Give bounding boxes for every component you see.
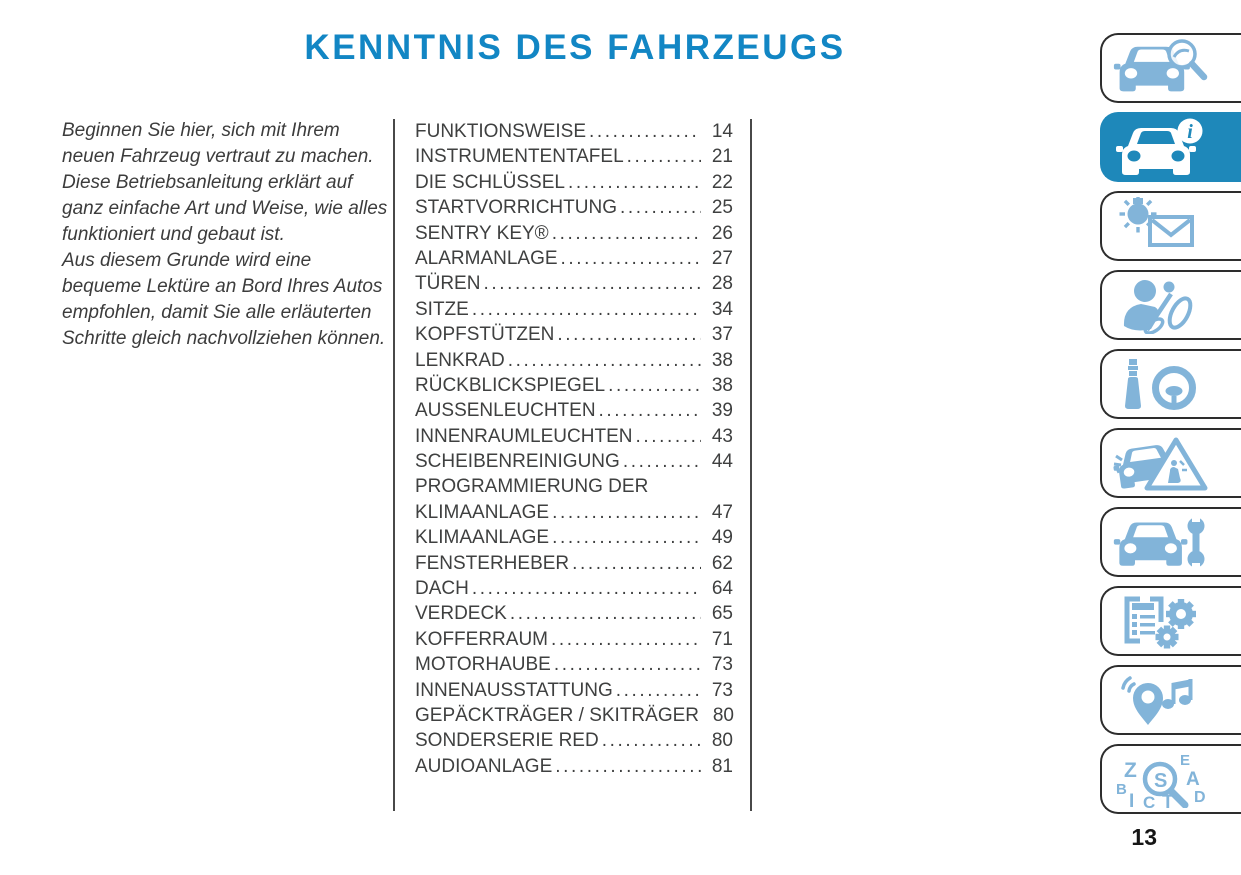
toc-entry-label: RÜCKBLICKSPIEGEL <box>415 374 606 396</box>
toc-page-number: 21 <box>711 146 733 168</box>
toc-entry[interactable] <box>415 502 733 527</box>
toc-entry[interactable] <box>415 578 733 603</box>
sidebar-tab-car-info[interactable] <box>1100 112 1241 182</box>
sidebar-tab-warning-lamp-message[interactable] <box>1100 191 1241 261</box>
toc-entry[interactable] <box>415 451 733 476</box>
sidebar-tab-car-wrench[interactable] <box>1100 507 1241 577</box>
toc-entry-label: ALARMANLAGE <box>415 247 558 269</box>
sidebar-tab-emergency-triangle[interactable] <box>1100 428 1241 498</box>
toc-dot-leader <box>602 730 701 752</box>
svg-text:Z: Z <box>1124 759 1137 782</box>
toc-dot-leader <box>572 553 701 575</box>
toc-page-number: 71 <box>711 628 733 650</box>
svg-text:C: C <box>1143 793 1156 808</box>
toc-dot-leader <box>599 400 701 422</box>
toc-entry-label: DACH <box>415 578 469 600</box>
toc-dot-leader <box>483 273 701 295</box>
toc-dot-leader <box>627 146 701 168</box>
sidebar-tab-spec-list-gears[interactable] <box>1100 586 1241 656</box>
toc-entry[interactable] <box>415 756 733 781</box>
toc-dot-leader <box>635 426 701 448</box>
toc-dot-leader <box>568 172 701 194</box>
page-title: KENNTNIS DES FAHRZEUGS <box>304 28 846 67</box>
toc-page-number: 38 <box>711 374 733 396</box>
svg-text:E: E <box>1180 752 1191 769</box>
toc-entry[interactable] <box>415 680 733 705</box>
toc-page-number: 22 <box>711 171 733 193</box>
toc-page-number: 28 <box>711 273 733 295</box>
toc-page-number: 73 <box>711 679 733 701</box>
toc-entry-label: SITZE <box>415 298 469 320</box>
toc-page-number: 64 <box>711 578 733 600</box>
toc-dot-leader <box>557 324 701 346</box>
car-magnifier-icon <box>1112 39 1212 97</box>
toc-dot-leader <box>623 451 701 473</box>
toc-entry-label: INNENRAUMLEUCHTEN <box>415 425 633 447</box>
toc-entry-label: MOTORHAUBE <box>415 654 551 676</box>
gearshift-steering-wheel-icon <box>1112 355 1212 413</box>
toc-dot-leader <box>589 121 701 143</box>
toc-entry[interactable] <box>415 350 733 375</box>
toc-entry-label: FENSTERHEBER <box>415 552 570 574</box>
sidebar-tab-seatbelt-airbag[interactable] <box>1100 270 1241 340</box>
toc-entry-label: SONDERSERIE RED <box>415 730 599 752</box>
seatbelt-airbag-icon <box>1112 276 1212 334</box>
alphabetical-index-icon <box>1112 750 1212 808</box>
toc-page-number: 44 <box>711 451 733 473</box>
toc-page-number: 49 <box>711 527 733 549</box>
toc-entry[interactable] <box>415 705 733 730</box>
intro-paragraph: Beginnen Sie hier, sich mit Ihrem neuen Fahrzeug vertraut zu machen. <box>62 120 374 167</box>
intro-text <box>62 118 392 352</box>
toc-entry[interactable] <box>415 197 733 222</box>
toc-entry-label: SCHEIBENREINIGUNG <box>415 451 620 473</box>
intro-paragraph: Aus diesem Grunde wird eine bequeme Lektüre an Bord Ihres Autos empfohlen, damit Sie alle erläuterten Schritte gleich nachvollziehen können. <box>62 250 386 349</box>
toc-dot-leader <box>554 654 701 676</box>
toc-dot-leader <box>472 299 701 321</box>
toc-entry[interactable] <box>415 324 733 349</box>
car-info-icon <box>1112 118 1212 176</box>
toc-entry[interactable] <box>415 121 733 146</box>
toc-entry-label: GEPÄCKTRÄGER / SKITRÄGER <box>415 704 699 726</box>
toc-page-number: 80 <box>712 704 734 726</box>
toc-page-number: 27 <box>711 247 733 269</box>
toc-entry[interactable] <box>415 400 733 425</box>
toc-dot-leader <box>555 756 701 778</box>
toc-dot-leader <box>472 578 701 600</box>
svg-text:S: S <box>1154 770 1168 792</box>
toc-entry[interactable] <box>415 223 733 248</box>
toc-entry-label: DIE SCHLÜSSEL <box>415 171 565 193</box>
toc-page-number: 37 <box>711 324 733 346</box>
toc-entry-label: LENKRAD <box>415 349 505 371</box>
toc-dot-leader <box>552 223 701 245</box>
toc-entry[interactable] <box>415 146 733 171</box>
toc-page-number: 47 <box>711 501 733 523</box>
toc-entry[interactable] <box>415 603 733 628</box>
toc-entry[interactable] <box>415 375 733 400</box>
toc-left-rule <box>393 119 395 811</box>
sidebar-tab-car-magnifier[interactable] <box>1100 33 1241 103</box>
toc-dot-leader <box>508 350 701 372</box>
toc-page-number: 38 <box>711 349 733 371</box>
toc-page-number: 65 <box>711 603 733 625</box>
toc-dot-leader <box>552 502 701 524</box>
toc-entry-label: PROGRAMMIERUNG DER <box>415 476 649 498</box>
intro-paragraph: Diese Betriebsanleitung erklärt auf ganz einfache Art und Weise, wie alles funktioniert und gebaut ist. <box>62 172 388 245</box>
toc-entry-label: TÜREN <box>415 273 481 295</box>
toc-page-number: 81 <box>711 755 733 777</box>
toc-entry-label: SENTRY KEY® <box>415 222 549 244</box>
sidebar <box>1100 33 1241 814</box>
toc-entry-label: AUDIOANLAGE <box>415 755 553 777</box>
toc-entry[interactable] <box>415 172 733 197</box>
svg-text:i: i <box>1187 121 1193 143</box>
toc-entry[interactable] <box>415 426 733 451</box>
toc-page-number: 14 <box>711 121 733 142</box>
toc-entry-label: INSTRUMENTENTAFEL <box>415 146 624 168</box>
toc-entry-label: AUSSENLEUCHTEN <box>415 400 596 422</box>
toc-right-rule <box>750 119 752 811</box>
svg-text:I: I <box>1129 791 1135 808</box>
svg-text:B: B <box>1116 781 1127 798</box>
toc-dot-leader <box>608 375 701 397</box>
toc-dot-leader <box>510 603 701 625</box>
spec-list-gears-icon <box>1112 592 1212 650</box>
toc-entry-label: KLIMAANLAGE <box>415 527 550 549</box>
toc-entry-line <box>415 476 733 501</box>
toc-entry[interactable] <box>415 730 733 755</box>
toc-entry-label: KOPFSTÜTZEN <box>415 324 555 346</box>
toc-page-number: 73 <box>711 654 733 676</box>
toc-entry[interactable] <box>415 629 733 654</box>
sidebar-tab-multimedia-navigation[interactable] <box>1100 665 1241 735</box>
toc-list <box>415 121 733 781</box>
toc-entry-label: FUNKTIONSWEISE <box>415 121 587 142</box>
svg-text:T: T <box>1162 792 1174 808</box>
svg-text:A: A <box>1186 769 1200 790</box>
toc-entry[interactable] <box>415 527 733 552</box>
toc-entry-label: KOFFERRAUM <box>415 628 548 650</box>
emergency-triangle-icon <box>1112 434 1212 492</box>
toc-page-number: 39 <box>711 400 733 422</box>
toc-entry-label: STARTVORRICHTUNG <box>415 197 617 219</box>
toc-page-number: 80 <box>711 730 733 752</box>
toc-entry-label: KLIMAANLAGE <box>415 501 550 523</box>
toc-dot-leader <box>620 197 701 219</box>
toc-entry[interactable] <box>415 553 733 578</box>
toc-page-number: 62 <box>711 552 733 574</box>
toc-entry-label: INNENAUSSTATTUNG <box>415 679 613 701</box>
multimedia-navigation-icon <box>1112 671 1212 729</box>
toc-entry-label: VERDECK <box>415 603 507 625</box>
toc-dot-leader <box>616 680 701 702</box>
toc-entry[interactable] <box>415 654 733 679</box>
sidebar-tab-gearshift-steering-wheel[interactable] <box>1100 349 1241 419</box>
toc-dot-leader <box>552 527 701 549</box>
toc-entry[interactable] <box>415 248 733 273</box>
page-number: 13 <box>1131 824 1157 850</box>
toc-page-number: 43 <box>711 425 733 447</box>
toc-entry[interactable] <box>415 273 733 298</box>
toc-page-number: 34 <box>711 298 733 320</box>
toc-page-number: 26 <box>711 222 733 244</box>
svg-text:D: D <box>1194 789 1206 806</box>
warning-lamp-message-icon <box>1112 197 1212 255</box>
toc-entry[interactable] <box>415 299 733 324</box>
toc-dot-leader <box>561 248 701 270</box>
toc-dot-leader <box>551 629 701 651</box>
sidebar-tab-alphabetical-index[interactable] <box>1100 744 1241 814</box>
toc-page-number: 25 <box>711 197 733 219</box>
car-wrench-icon <box>1112 513 1212 571</box>
